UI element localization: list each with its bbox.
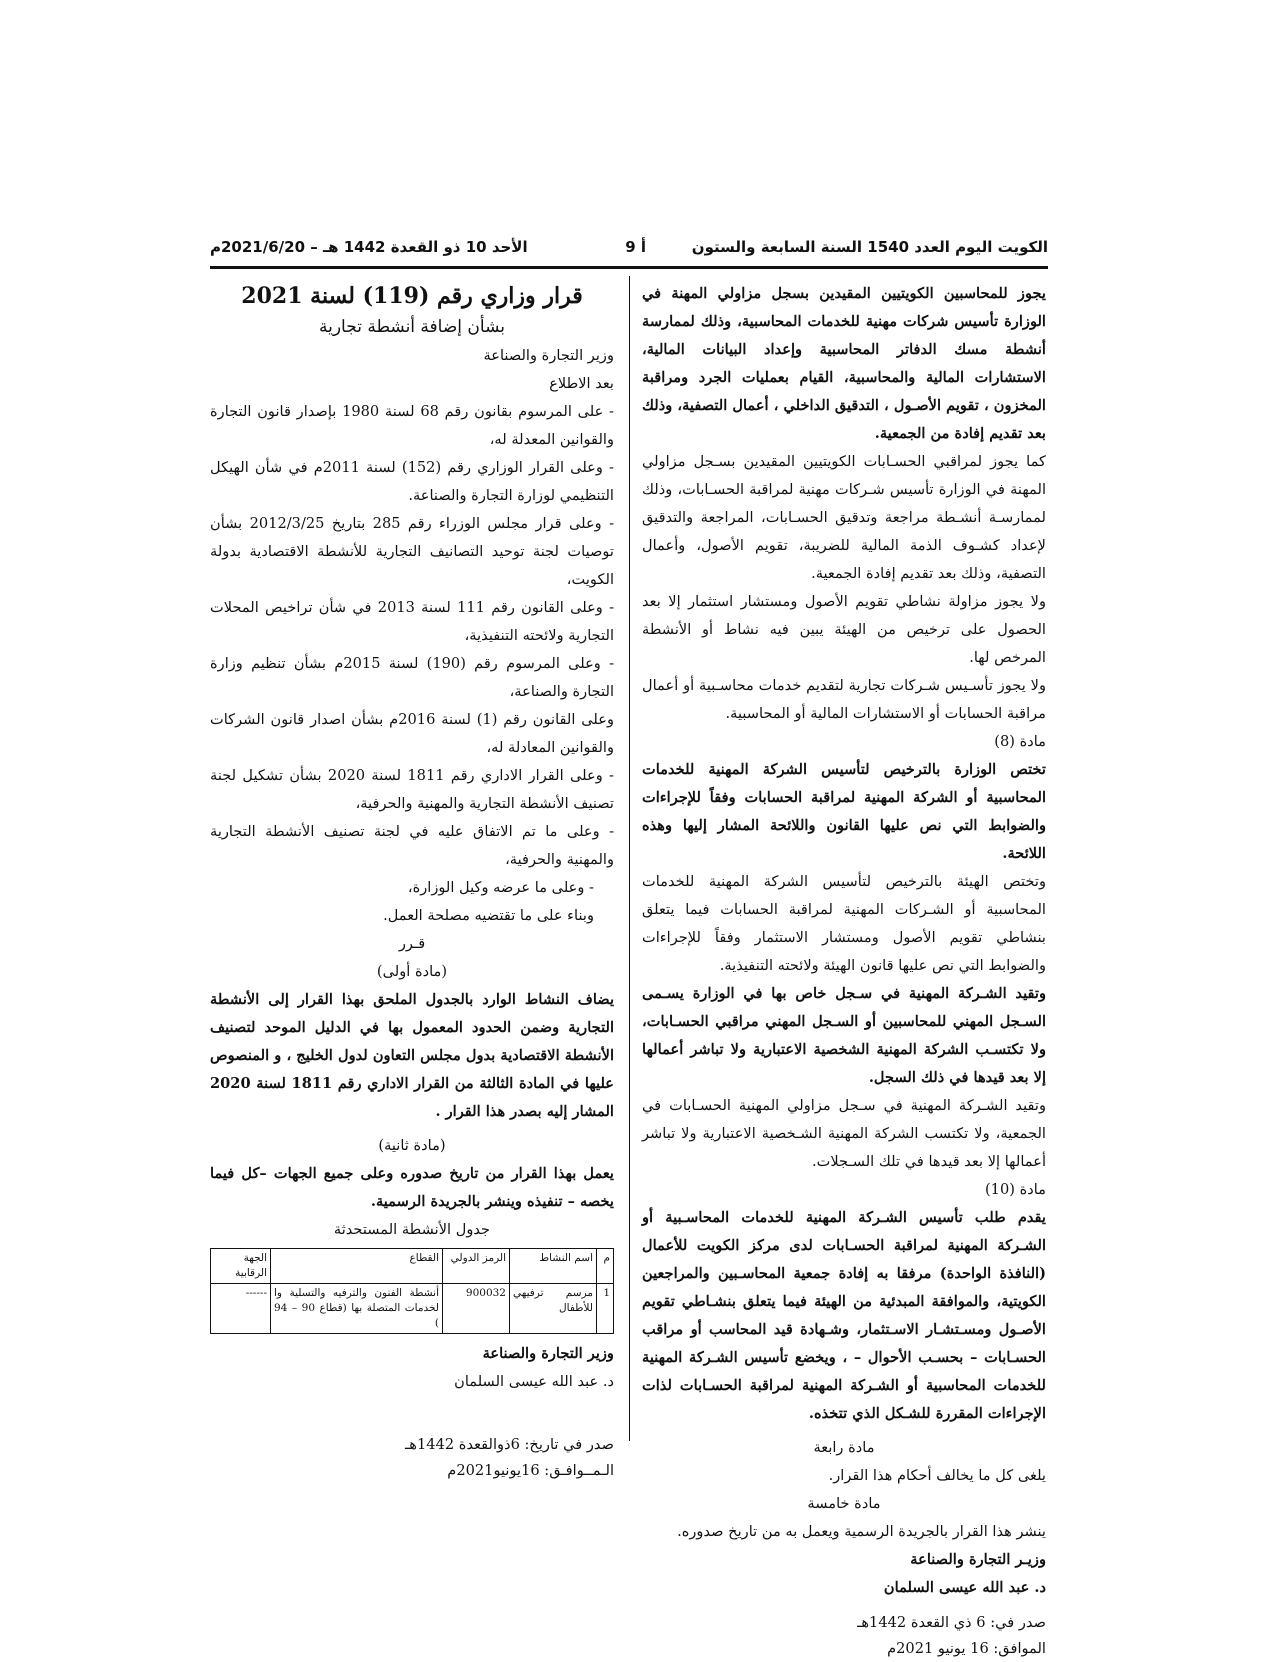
paragraph: تختص الوزارة بالترخيص لتأسيس الشركة المهنية للخدمات المحاسبية أو الشركة المهنية لمراقبة الحسابات وفقاً للإجراءات والضوابط التي نص عليها القانون واللائحة المشار إليها وهذه اللائحة.	[642, 761, 1046, 862]
preamble-item: - وعلى قرار مجلس الوزراء رقم 285 بتاريخ 2012/3/25 بشأن توصيات لجنة توحيد التصانيف التجارية للأنشطة الاقتصادية بدولة الكويت،	[210, 515, 614, 588]
preamble-item: - وعلى القرار الوزاري رقم (152) لسنة 2011م في شأن الهيكل التنظيمي لوزارة التجارة والصناعة.	[210, 459, 614, 504]
table-title: جدول الأنشطة المستحدثة	[333, 1221, 491, 1238]
paragraph: يجوز للمحاسبين الكويتيين المقيدين بسجل مزاولي المهنة في الوزارة تأسيس شركات مهنية للخدمات المحاسبية، وذلك لممارسة أنشطة مسك الدفاتر المحاسبية وإعداد البيانات المالية، الاستشارات المالية والمحاسبية، القيام بعمليات الجرد ومراقبة المخزون ، تقويم الأصـول ، التدقيق الداخلي ، أعمال التصفية، وذلك بعد تقديم إفادة من الجمعية.	[642, 285, 1046, 442]
paragraph: يعمل بهذا القرار من تاريخ صدوره وعلى جميع الجهات –كل فيما يخصه – تنفيذه وينشر بالجريدة الرسمية.	[210, 1165, 614, 1210]
paragraph: يضاف النشاط الوارد بالجدول الملحق بهذا القرار إلى الأنشطة التجارية وضمن الحدود المعمول بها في الدليل الموحد لتصنيف الأنشطة الاقتصادية بدول مجلس التعاون لدول الخليج ، و المنصوص عليها في المادة الثالثة من القرار الاداري رقم 1811 لسنة 2020 المشار إليه بصدر هذا القرار .	[210, 991, 614, 1120]
col-header-authority: الجهة الرقابية	[211, 1249, 271, 1284]
table-row	[211, 1284, 614, 1334]
paragraph: ولا يجوز تأسـيس شـركات تجارية لتقديم خدمات محاسـبية أو أعمال مراقبة الحسابات أو الاستشارات المالية أو المحاسبية.	[642, 677, 1046, 722]
issued-date-gregorian: الموافق: 16 يونيو 2021م	[887, 1640, 1046, 1657]
paragraph: ينشر هذا القرار بالجريدة الرسمية ويعمل به من تاريخ صدوره.	[677, 1523, 1046, 1540]
decree-title: قرار وزاري رقم (119) لسنة 2021	[241, 283, 583, 309]
header-date: الأحد 10 ذو القعدة 1442 هـ – 2021/6/20م	[210, 238, 528, 256]
preamble-item: وبناء على ما تقتضيه مصلحة العمل.	[383, 907, 594, 924]
cell-activity: مرسم ترفيهي للأطفال	[510, 1284, 597, 1334]
preamble-item: - وعلى ما تم الاتفاق عليه في لجنة تصنيف الأنشطة التجارية والمهنية والحرفية،	[210, 823, 614, 868]
minister-line: وزير التجارة والصناعة	[483, 347, 614, 364]
issued-date-gregorian: الـمــوافـق: 16يونيو2021م	[447, 1462, 614, 1479]
preamble-item: - وعلى المرسوم رقم (190) لسنة 2015م بشأن تنظيم وزارة التجارة والصناعة،	[210, 655, 615, 700]
right-column	[642, 280, 1046, 1662]
article-title: مادة (10)	[984, 1181, 1046, 1198]
article-title: (مادة أولى)	[376, 963, 448, 980]
col-header-sector: القطاع	[271, 1249, 443, 1284]
table-header-row	[211, 1249, 614, 1284]
cell-sector: أنشطة الفنون والترفيه والتسلية وا لخدمات المتصلة بها (قطاع 90 – 94 )	[271, 1284, 443, 1334]
article-title: مادة رابعة	[813, 1439, 875, 1456]
preamble-item: - وعلى القانون رقم 111 لسنة 2013 في شأن تراخيص المحلات التجارية ولائحته التنفيذية،	[210, 599, 614, 644]
paragraph: ولا يجوز مزاولة نشاطي تقويم الأصول ومستشار استثمار إلا بعد الحصول على ترخيص من الهيئة يبين فيه نشاط أو الأنشطة المرخص لها.	[642, 593, 1046, 666]
paragraph: كما يجوز لمراقبي الحسـابات الكويتيين المقيدين بسـجل مزاولي المهنة في الوزارة تأسيس شـركات مهنية لمراقبة الحسـابات، وذلك لممارسـة أنشـطة مراجعة وتدقيق الحسـابات، المراجعة والتدقيق لإعداد كشـوف الذمة المالية للضريبة، تقويم الأصول، وأعمال التصفية، وذلك بعد تقديم إفادة الجمعية.	[642, 453, 1046, 582]
paragraph: وتقيد الشـركة المهنية في سـجل مزاولي المهنية الحسـابات في الجمعية، ولا تكتسب الشركة المهنية الشـخصية الاعتبارية ولا تباشر أعمالها إلا بعد قيدها في تلك السـجلات.	[642, 1097, 1046, 1170]
signer-name: د. عبد الله عيسى السلمان	[454, 1373, 614, 1390]
left-column	[210, 280, 614, 1484]
article-title: (مادة ثانية)	[378, 1137, 446, 1154]
decree-subtitle: بشأن إضافة أنشطة تجارية	[319, 317, 505, 337]
page-header	[210, 238, 1048, 264]
issued-date: صدر في تاريخ: 6ذوالقعدة 1442هـ	[405, 1436, 614, 1453]
signer-name: د. عبد الله عيسى السلمان	[883, 1579, 1046, 1596]
activities-table	[210, 1248, 614, 1334]
paragraph: يقدم طلب تأسيس الشـركة المهنية للخدمات المحاسـبية أو الشـركة المهنية لمراقبة الحسـابات لدى مركز الكويت للأعمال (النافذة الواحدة) مرفقا به إفادة جمعية المحاسـبين والمراجعين الكويتية، والموافقة المبدئية من الهيئة فيما يتعلق بنشـاطي تقويم الأصـول ومسـتشـار الاسـتثمار، وشـهادة قيد المحاسب أو مراقب الحسـابات – بحسـب الأحوال – ، ويخضع تأسيس الشـركة المهنية للخدمات المحاسبية أو الشـركة المهنية لمراقبة الحسـابات لذات الإجراءات المقررة للشـكل الذي تتخذه.	[642, 1209, 1046, 1422]
publication-info: الكويت اليوم العدد 1540 السنة السابعة والستون	[691, 238, 1048, 256]
col-header-number: م	[597, 1249, 614, 1284]
column-divider	[629, 276, 630, 1441]
header-rule	[210, 266, 1048, 269]
col-header-activity: اسم النشاط	[510, 1249, 597, 1284]
paragraph: وتختص الهيئة بالترخيص لتأسيس الشركة المهنية للخدمات المحاسبية أو الشـركات المهنية لمراقبة الحسابات فيما يتعلق بنشاطي تقويم الأصول ومستشار الاستثمار وفقاً للإجراءات والضوابط التي نص عليها قانون الهيئة ولائحته التنفيذية.	[642, 873, 1046, 974]
decided-heading: قـرر	[398, 935, 426, 952]
preamble-item: - على المرسوم بقانون رقم 68 لسنة 1980 بإصدار قانون التجارة والقوانين المعدلة له،	[210, 403, 614, 448]
preamble-item: - وعلى ما عرضه وكيل الوزارة،	[407, 879, 594, 896]
preamble-item: - وعلى القرار الاداري رقم 1811 لسنة 2020 بشأن تشكيل لجنة تصنيف الأنشطة التجارية والمهنية والحرفية،	[210, 767, 614, 812]
cell-authority: ------	[211, 1284, 271, 1334]
col-header-code: الرمز الدولي	[443, 1249, 510, 1284]
signer-title: وزير التجارة والصناعة	[482, 1345, 614, 1362]
signer-title: وزيـر التجارة والصناعة	[910, 1551, 1046, 1568]
issued-date: صدر في: 6 ذي القعدة 1442هـ	[857, 1614, 1046, 1631]
paragraph: يلغى كل ما يخالف أحكام هذا القرار.	[828, 1467, 1046, 1484]
preamble-item: وعلى القانون رقم (1) لسنة 2016م بشأن اصدار قانون الشركات والقوانين المعادلة له،	[210, 711, 614, 756]
article-title: مادة خامسة	[807, 1495, 881, 1512]
article-title: مادة (8)	[994, 733, 1046, 750]
paragraph: وتقيد الشـركة المهنية في سـجل خاص بها في الوزارة يسـمى السـجل المهني للمحاسبين أو السـجل المهني مراقبي الحسـابات، ولا تكتسـب الشركة المهنية الشخصية الاعتبارية ولا تباشر أعمالها إلا بعد قيدها في ذلك السجل.	[642, 985, 1046, 1086]
page-number: أ 9	[625, 238, 646, 256]
cell-number: 1	[597, 1284, 614, 1334]
cell-code: 900032	[443, 1284, 510, 1334]
after-review: بعد الاطلاع	[549, 375, 614, 392]
